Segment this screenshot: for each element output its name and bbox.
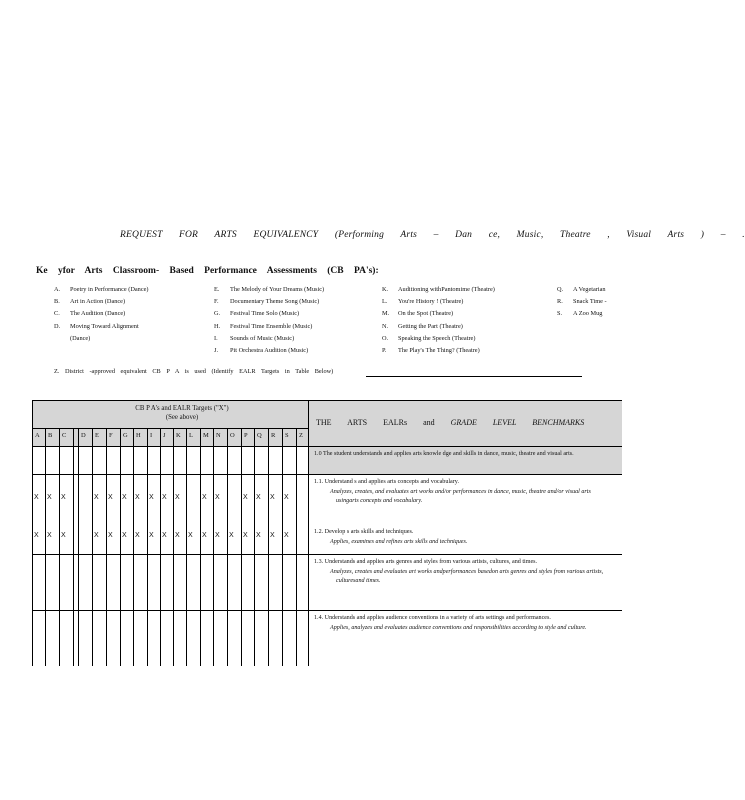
column-letter: M <box>203 432 209 439</box>
key-letter: P. <box>382 347 387 355</box>
target-mark: X <box>188 532 193 539</box>
key-letter: G. <box>214 310 221 318</box>
target-mark: X <box>243 494 248 501</box>
table-grid-line <box>227 428 228 666</box>
key-heading: Ke yfor Arts Classroom- Based Performance Assessments (CB PA's): <box>36 266 379 276</box>
benchmark-sub-text: Applies, analyzes and evaluates audience conventions and responsibilities according to style and culture. <box>330 625 587 631</box>
key-letter: D. <box>54 322 61 330</box>
key-item <box>382 345 495 357</box>
target-mark: X <box>229 532 234 539</box>
column-letter: J <box>163 432 166 439</box>
key-letter: R. <box>557 298 563 306</box>
column-letter: D <box>81 432 86 439</box>
key-text: Getting the Part (Theatre) <box>398 322 463 330</box>
target-mark: X <box>202 494 207 501</box>
target-mark: X <box>94 494 99 501</box>
benchmark-main: 1.2. Develop s arts skills and techniques. <box>314 529 414 535</box>
column-letter: O <box>230 432 235 439</box>
key-item <box>54 296 149 308</box>
key-item <box>557 284 607 296</box>
target-mark: X <box>162 532 167 539</box>
target-mark: X <box>47 532 52 539</box>
key-item <box>382 284 495 296</box>
benchmark-sub-text: Analyzes, creates and evaluates art works andperformances basedon arts genres and styles from various artists, culturesand times. <box>330 569 604 584</box>
benchmark-sub <box>314 567 614 586</box>
key-letter: S. <box>557 310 563 318</box>
target-mark: X <box>284 532 289 539</box>
key-text: On the Spot (Theatre) <box>398 310 454 318</box>
table-grid-line <box>213 428 214 666</box>
benchmark-sub <box>314 487 614 506</box>
key-letter: N. <box>382 322 389 330</box>
column-letter: Z <box>299 432 303 439</box>
column-letter: H <box>136 432 141 439</box>
key-text: Documentary Theme Song (Music) <box>230 298 320 306</box>
key-letter: E. <box>214 286 220 293</box>
table-grid-line <box>254 428 255 666</box>
column-letter: K <box>176 432 181 439</box>
key-item <box>557 308 607 320</box>
key-item <box>382 296 495 308</box>
target-mark: X <box>256 494 261 501</box>
target-mark: X <box>149 532 154 539</box>
table-grid-line <box>92 428 93 666</box>
key-letter: K. <box>382 286 389 293</box>
key-item <box>54 333 149 345</box>
benchmark-main: 1.3. Understands and applies arts genres and styles from various artists, cultures, and times. <box>314 559 538 565</box>
key-letter: M. <box>382 310 390 318</box>
key-text: Moving Toward Alignment <box>70 322 139 330</box>
key-letter: Q. <box>557 286 564 293</box>
key-item <box>214 296 324 308</box>
key-list-dance <box>54 284 149 345</box>
key-item <box>382 308 495 320</box>
table-grid-line <box>59 428 60 666</box>
table-grid-line <box>32 400 622 401</box>
key-item <box>54 308 149 320</box>
target-mark: X <box>135 494 140 501</box>
table-grid-line <box>32 428 308 429</box>
key-text: Poetry in Performance (Dance) <box>70 286 149 293</box>
target-mark: X <box>34 494 39 501</box>
benchmark-entry <box>314 528 614 547</box>
key-item <box>214 345 324 357</box>
column-letter: C <box>62 432 67 439</box>
benchmarks-header: THE ARTS EALRs and GRADE LEVEL BENCHMARKS <box>316 418 585 427</box>
target-mark: X <box>202 532 207 539</box>
benchmark-main: 1.1. Understand s and applies arts concepts and vocabulary. <box>314 479 459 485</box>
key-text: Art in Action (Dance) <box>70 298 126 306</box>
benchmark-entry <box>314 558 614 586</box>
key-letter: F. <box>214 298 219 306</box>
key-text: Festival Time Solo (Music) <box>230 310 300 318</box>
key-item <box>54 321 149 333</box>
table-grid-line <box>160 428 161 666</box>
table-grid-line <box>200 428 201 666</box>
target-mark: X <box>108 532 113 539</box>
key-letter: I. <box>214 334 218 342</box>
benchmark-sub <box>314 623 614 633</box>
district-equivalent-line: Z. District -approved equivalent CB P A is used (Identify EALR Targets in Table Below) <box>54 368 334 375</box>
column-letter: N <box>216 432 221 439</box>
target-mark: X <box>284 494 289 501</box>
key-text: Sounds of Music (Music) <box>230 334 295 342</box>
table-grid-line <box>32 446 622 447</box>
key-text: Auditioning withPantomime (Theatre) <box>398 286 495 293</box>
benchmark-sub-text: Analyzes, creates, and evaluates art works and/or performances in dance, music, theatre and/or visual arts usingarts concepts and vocabulary. <box>330 489 591 504</box>
key-letter: A. <box>54 286 61 293</box>
key-item <box>382 321 495 333</box>
table-grid-line <box>73 428 74 666</box>
key-text: You're History ! (Theatre) <box>398 298 464 306</box>
district-fill-line <box>366 376 582 377</box>
target-mark: X <box>108 494 113 501</box>
section-heading: 1.0 The student understands and applies arts knowle dge and skills in dance, music, theatre and visual arts. <box>314 451 574 457</box>
target-mark: X <box>215 494 220 501</box>
target-mark: X <box>270 532 275 539</box>
table-grid-line <box>308 400 309 666</box>
target-mark: X <box>215 532 220 539</box>
table-grid-line <box>186 428 187 666</box>
target-mark: X <box>94 532 99 539</box>
key-text: (Dance) <box>70 334 91 342</box>
table-grid-line <box>120 428 121 666</box>
target-mark: X <box>47 494 52 501</box>
table-grid-line <box>32 400 33 666</box>
table-grid-line <box>282 428 283 666</box>
table-grid-line <box>268 428 269 666</box>
targets-header: CB P A's and EALR Targets ("X") (See above) <box>135 405 229 421</box>
key-text: The Play's The Thing? (Theatre) <box>398 347 480 355</box>
target-mark: X <box>149 494 154 501</box>
table-grid-line <box>106 428 107 666</box>
key-item <box>214 321 324 333</box>
column-letter: S <box>285 432 289 439</box>
column-letter: G <box>123 432 128 439</box>
benchmark-entry <box>314 614 614 633</box>
key-letter: B. <box>54 298 60 306</box>
key-letter: J. <box>214 347 219 355</box>
benchmark-entry <box>314 478 614 506</box>
target-mark: X <box>61 494 66 501</box>
key-text: Speaking the Speech (Theatre) <box>398 334 476 342</box>
key-list-theatre <box>382 284 495 357</box>
key-letter: C. <box>54 310 60 318</box>
benchmark-main: 1.4. Understands and applies audience conventions in a variety of arts settings and performances. <box>314 615 551 621</box>
column-letter: B <box>48 432 53 439</box>
benchmark-sub <box>314 537 614 547</box>
key-item <box>214 333 324 345</box>
page-title: REQUEST FOR ARTS EQUIVALENCY (Performing Arts – Dan ce, Music, Theatre , Visual Arts ) – . <box>120 230 745 240</box>
key-text: The Melody of Your Dreams (Music) <box>230 286 325 293</box>
key-list-music <box>214 284 324 357</box>
target-mark: X <box>175 494 180 501</box>
key-letter: O. <box>382 334 389 342</box>
key-item <box>557 296 607 308</box>
target-mark: X <box>270 494 275 501</box>
key-letter: H. <box>214 322 221 330</box>
table-grid-line <box>78 428 79 666</box>
table-grid-line <box>147 428 148 666</box>
target-mark: X <box>34 532 39 539</box>
column-letter: Q <box>257 432 262 439</box>
table-grid-line <box>32 474 622 475</box>
key-text: A Vegetarian <box>573 286 606 293</box>
key-text: Snack Time - <box>573 298 607 306</box>
target-mark: X <box>122 494 127 501</box>
column-letter: L <box>189 432 193 439</box>
column-letter: F <box>109 432 113 439</box>
column-letter: I <box>150 432 153 439</box>
target-mark: X <box>61 532 66 539</box>
key-letter: L. <box>382 298 388 306</box>
key-text: The Audition (Dance) <box>70 310 126 318</box>
column-letter: P <box>244 432 248 439</box>
key-text: Pit Orchestra Audition (Music) <box>230 347 309 355</box>
table-grid-line <box>241 428 242 666</box>
column-letter: E <box>95 432 99 439</box>
key-text: Festival Time Ensemble (Music) <box>230 322 313 330</box>
table-grid-line <box>45 428 46 666</box>
table-grid-line <box>296 428 297 666</box>
target-mark: X <box>135 532 140 539</box>
table-grid-line <box>173 428 174 666</box>
equivalency-table <box>32 400 622 666</box>
key-item <box>214 308 324 320</box>
target-mark: X <box>122 532 127 539</box>
table-grid-line <box>32 554 622 555</box>
target-mark: X <box>175 532 180 539</box>
benchmark-sub-text: Applies, examines and refines arts skills and techniques. <box>330 539 468 545</box>
key-item <box>214 284 324 296</box>
key-list-visual <box>557 284 607 321</box>
table-grid-line <box>32 610 622 611</box>
key-text: A Zoo Mug <box>573 310 603 318</box>
target-mark: X <box>256 532 261 539</box>
column-letter: R <box>271 432 276 439</box>
table-grid-line <box>133 428 134 666</box>
target-mark: X <box>243 532 248 539</box>
target-mark: X <box>162 494 167 501</box>
column-letter: A <box>35 432 40 439</box>
key-item <box>54 284 149 296</box>
key-item <box>382 333 495 345</box>
